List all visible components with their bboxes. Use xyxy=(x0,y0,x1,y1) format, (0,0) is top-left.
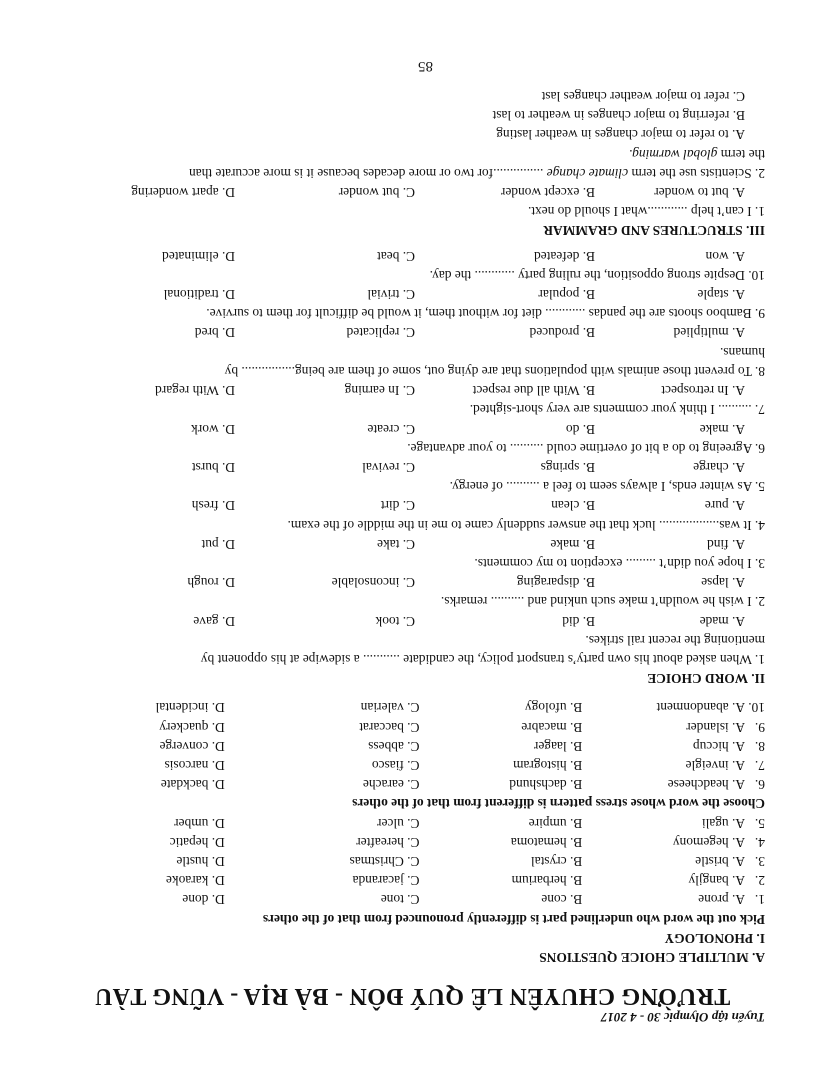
question-text: 9. Bamboo shoots are the pandas ............ diet for without them, it would be difficult for them to survive. xyxy=(206,306,765,322)
options-row: A. find B. make C. take D. put xyxy=(201,536,745,552)
options-row: A. won B. defeated C. beat D. eliminated xyxy=(162,248,745,264)
question-row: 10. A. abandonment B. ufology C. valerian D. incidental xyxy=(155,700,765,716)
book-title: Tuyển tập Olympic 30 - 4 2017 xyxy=(600,1010,765,1025)
question-row: 9. A. islander B. macabre C. baccarat D. quackery xyxy=(159,719,765,735)
school-title: TRƯỜNG CHUYÊN LÊ QUÝ ĐÔN - BÀ RỊA - VŨNG TÀU xyxy=(94,983,731,1009)
option-line: B. referring to major changes in weather to last xyxy=(492,108,745,124)
part-a-heading: A. MULTIPLE CHOICE QUESTIONS xyxy=(539,950,765,965)
question-text: 1. When asked about his own party’s transport policy, the candidate ........... a sidewipe at his opponent by xyxy=(200,651,765,667)
phonology-heading: I. PHONOLOGY xyxy=(664,930,765,946)
question-text: 6. Agreeing to do a bit of overtime could .......... to your advantage. xyxy=(407,440,765,456)
structures-heading: III. STRUCTURES AND GRAMMAR xyxy=(543,223,765,239)
question-text: 8. To prevent those animals with populations that are dying out, some of them are being................ by xyxy=(224,363,765,379)
options-row: A. make B. do C. create D. work xyxy=(191,421,745,437)
options-row: A. In retrospect B. With all due respect C. In earning D. With regard xyxy=(155,383,745,399)
options-row: A. multiplied B. produced C. replicated D. bred xyxy=(194,325,745,341)
question-text-cont: the term global warming. xyxy=(628,146,765,162)
options-row: A. lapse B. disparaging C. inconsolable D. rough xyxy=(187,575,745,591)
question-text: 5. As winter ends, I always seem to feel a .......... of energy. xyxy=(449,479,765,495)
question-row: 5. A. ugali B. umpire C. ulcer D. umber xyxy=(174,815,765,831)
phonology-instruction-1: Pick out the word who underlined part is differently pronounced from that of the others xyxy=(262,911,765,927)
question-text: 2. Scientists use the term climate change ...............for two or more decades because it is more accurate than xyxy=(188,165,765,181)
question-row: 3. A. bristle B. crystal C. Christmas D. hustle xyxy=(176,853,765,869)
option-line: C. refer to major weather changes last xyxy=(541,89,745,105)
question-text: 4. It was.................. luck that the answer suddenly came to me in the middle of the exam. xyxy=(287,517,765,533)
options-row: A. staple B. popular C. trivial D. traditional xyxy=(163,287,745,303)
page-number: 85 xyxy=(418,58,433,74)
phonology-instruction-2: Choose the word whose stress pattern is different from that of the others xyxy=(352,796,765,812)
question-text: 7. .......... I think your comments are very short-sighted. xyxy=(469,402,765,418)
question-row: 4. A. hegemony B. hematoma C. hereafter D. hepatic xyxy=(169,834,765,850)
question-row: 2. A. bangjly B. herbarium C. jacaranda D. karaoke xyxy=(165,873,765,889)
question-text: 3. I hope you didn’t ......... exception to my comments. xyxy=(474,555,765,571)
question-row: 6. A. headcheese B. dachshund C. earache D. backdate xyxy=(160,777,765,793)
word-choice-heading: II. WORD CHOICE xyxy=(647,671,765,687)
question-text-cont: mentioning the recent rail strikes. xyxy=(585,632,765,648)
question-text: 1. I can’t help ............what I should do next. xyxy=(527,204,765,220)
page-content xyxy=(45,87,765,967)
options-row: A. made B. did C. took D. gave xyxy=(193,613,745,629)
question-text: 2. I wish he wouldn’t make such unkind and .......... remarks. xyxy=(440,594,765,610)
options-row: A. pure B. clean C. dirt D. fresh xyxy=(191,498,745,514)
question-row: 1. A. prone B. cone C. tone D. done xyxy=(182,892,765,908)
question-text: 10. Despite strong opposition, the ruling party ............ the day. xyxy=(429,267,765,283)
options-row: A. but to wonder B. except wonder C. but wonder D. apart wondering xyxy=(131,185,745,201)
options-row: A. charge B. springs C. revival D. burst xyxy=(191,459,745,475)
option-line: A. to refer to major changes in weather lasting xyxy=(496,127,745,143)
question-text-cont: humans. xyxy=(719,344,765,360)
question-row: 8. A. hiccup B. laager C. abbess D. converge xyxy=(159,738,765,754)
question-row: 7. A. inveigle B. histogram C. fiasco D. narcosis xyxy=(164,757,765,773)
